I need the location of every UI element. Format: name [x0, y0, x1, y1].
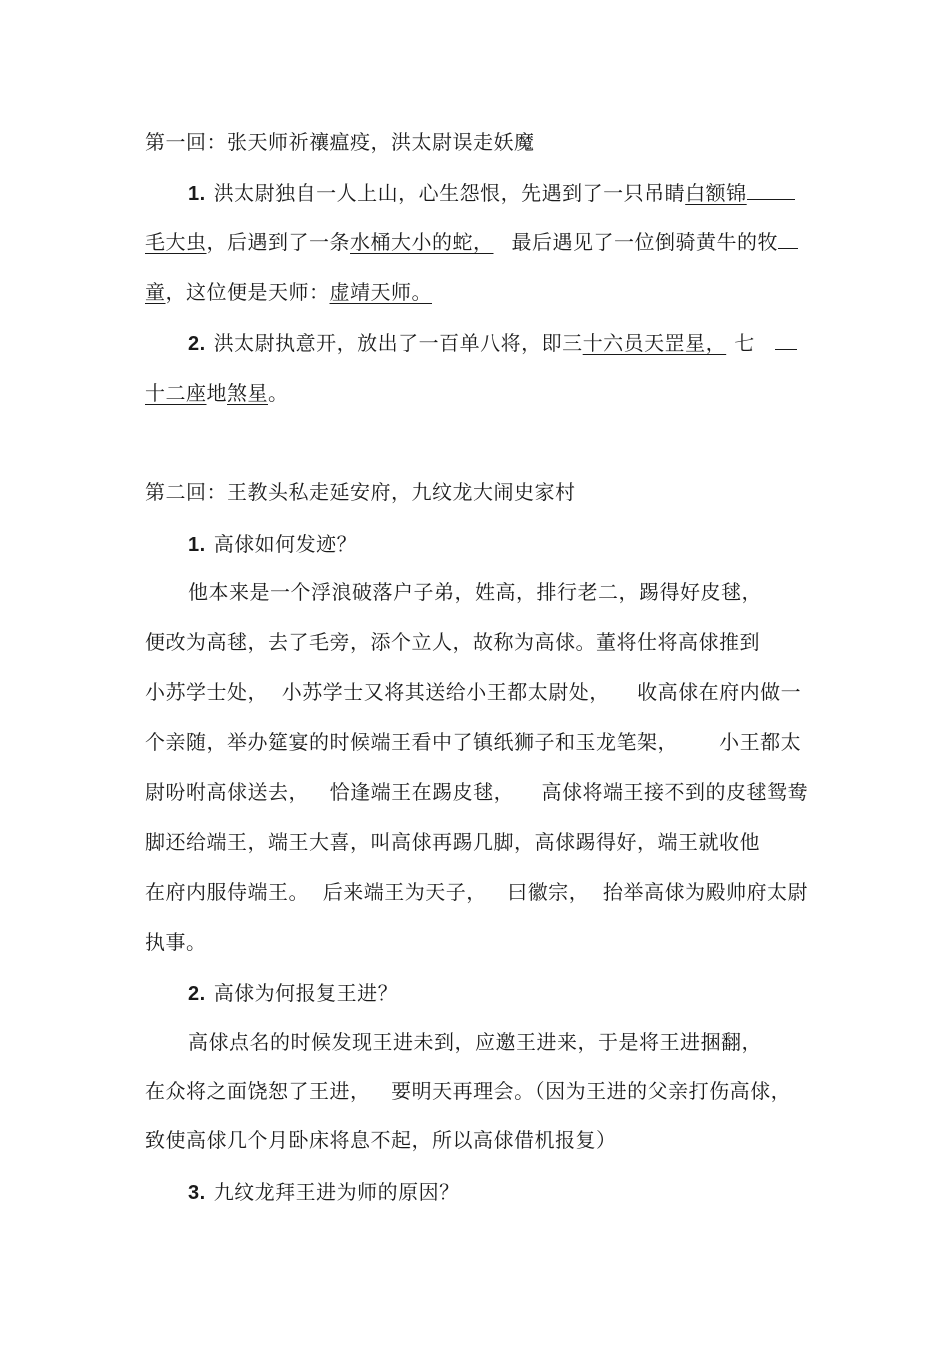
ch1-q1-answer-master: 虚靖天师。	[329, 280, 432, 304]
ch2-q1-answer-line: 小苏学士处， 小苏学士又将其送给小王都太尉处， 收高俅在府内做一	[145, 680, 802, 704]
ch2-q3-number: 3.	[188, 1182, 206, 1204]
ch2-q1-question	[188, 531, 357, 558]
ch2-q1-number: 1.	[188, 534, 206, 556]
ch2-q1-answer-line: 脚还给端王，端王大喜，叫高俅再踢几脚，高俅踢得好，端王就收他	[145, 830, 760, 854]
ch1-q2-text-d: 。	[268, 381, 289, 405]
ch1-q1-text-c: 最后遇见了一位倒骑黄牛的牧	[511, 230, 778, 254]
ch1-q1-line2	[145, 229, 798, 255]
chapter1-title: 第一回：张天师祈禳瘟疫，洪太尉误走妖魔	[145, 130, 535, 154]
ch2-q2-question	[188, 980, 398, 1007]
ch1-q1-line1	[188, 180, 795, 207]
ch2-q1-answer-line: 他本来是一个浮浪破落户子弟，姓高，排行老二，踢得好皮毬，	[188, 580, 762, 604]
ch1-q1-line3	[145, 279, 432, 305]
ch1-q1-number: 1.	[188, 183, 206, 205]
ch2-q2-answer-line: 致使高俅几个月卧床将息不起，所以高俅借机报复）	[145, 1128, 617, 1152]
ch1-q2-answer-disha: 煞星	[227, 381, 268, 405]
ch1-q2-line1	[188, 330, 797, 357]
ch2-q1-answer-line: 在府内服侍端王。 后来端王为天子， 曰徽宗， 抬举高俅为殿帅府太尉	[145, 880, 809, 904]
ch1-q2-answer-seventy-two: 十二座	[145, 381, 207, 405]
ch1-q1-answer-snake: 水桶大小的蛇，	[350, 230, 494, 254]
ch1-q2-text-a: 洪太尉执意开，放出了一百单八将，即三	[213, 331, 583, 355]
ch1-q1-text-a: 洪太尉独自一人上山，心生怨恨，先遇到了一只吊睛	[213, 181, 686, 205]
ch1-q1-answer-boy: 童	[145, 280, 166, 304]
ch1-q1-text-b: ，后遇到了一条	[206, 230, 350, 254]
ch2-q1-answer-line: 便改为高毬，去了毛旁，添个立人，故称为高俅。董将仕将高俅推到	[145, 630, 760, 654]
ch2-q1-answer-line: 个亲随，举办筵宴的时候端王看中了镇纸狮子和玉龙笔架， 小王都太	[145, 730, 802, 754]
ch1-q1-blank-1	[747, 181, 795, 200]
ch1-q2-line2	[145, 380, 289, 406]
ch2-q1-answer-line: 执事。	[145, 930, 207, 954]
ch2-q1-answer-line: 尉吩咐高俅送去， 恰逢端王在踢皮毬， 高俅将端王接不到的皮毬鸳鸯	[145, 780, 809, 804]
ch1-q2-text-c: 地	[206, 381, 227, 405]
ch1-q2-blank-1	[775, 331, 797, 350]
ch1-q1-answer-tiger-b: 毛大虫	[145, 230, 207, 254]
ch1-q1-text-d: ，这位便是天师：	[165, 280, 330, 304]
ch2-q3-question-text: 九纹龙拜王进为师的原因？	[213, 1180, 460, 1204]
ch1-q2-number: 2.	[188, 333, 206, 355]
ch2-q2-answer-line: 在众将之面饶恕了王进， 要明天再理会。（因为王进的父亲打伤高俅，	[145, 1079, 792, 1103]
ch2-q3-question	[188, 1179, 460, 1206]
ch2-q1-question-text: 高俅如何发迹？	[213, 532, 358, 556]
chapter2-title: 第二回：王教头私走延安府，九纹龙大闹史家村	[145, 480, 576, 504]
ch2-q2-answer-line: 高俅点名的时候发现王进未到，应邀王进来，于是将王进捆翻，	[188, 1030, 762, 1054]
ch2-q2-number: 2.	[188, 983, 206, 1005]
ch1-q2-answer-tiangang: 十六员天罡星，	[582, 331, 727, 355]
ch1-q2-text-b: 七	[734, 331, 755, 355]
ch2-q2-question-text: 高俅为何报复王进？	[213, 981, 399, 1005]
ch1-q1-blank-2	[778, 230, 798, 249]
ch1-q1-answer-tiger-a: 白额锦	[685, 181, 747, 205]
